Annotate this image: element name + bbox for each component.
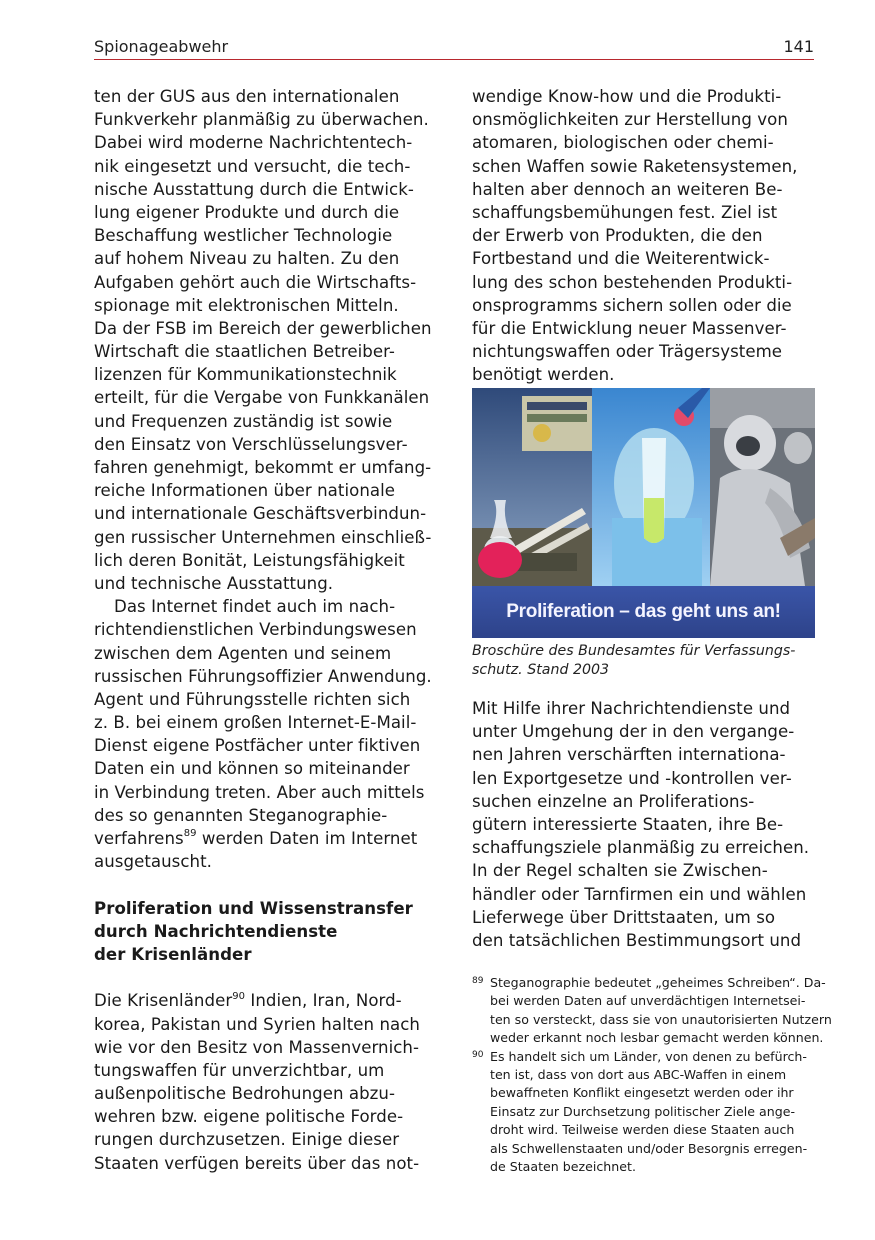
- right-column: [472, 85, 817, 386]
- footnote-90: [472, 1048, 817, 1177]
- text-line: Da der FSB im Bereich der gewerblichen: [94, 318, 432, 338]
- text-line: richtendienstlichen Verbindungswesen: [94, 620, 417, 640]
- text-line: gen russischer Unternehmen einschließ-: [94, 527, 432, 547]
- text-line: den tatsächlichen Bestimmungsort und: [472, 930, 802, 950]
- text-line: z. B. bei einem großen Internet-E-Mail-: [94, 713, 417, 733]
- footnote-line: ten so versteckt, dass sie von unautorisierten Nutzern: [490, 1011, 832, 1027]
- footnote-ref-89[interactable]: 89: [183, 828, 197, 840]
- text-line: Staaten verfügen bereits über das not-: [94, 1153, 420, 1173]
- text-line: In der Regel schalten sie Zwischen-: [472, 861, 768, 881]
- text-line: der Erwerb von Produkten, die den: [472, 226, 763, 246]
- text-line: in Verbindung treten. Aber auch mittels: [94, 782, 425, 802]
- text-line: Dabei wird moderne Nachrichtentech-: [94, 133, 413, 153]
- running-header-section: Spionageabwehr: [94, 37, 229, 56]
- footnote-line: ten ist, dass von dort aus ABC-Waffen in einem: [490, 1066, 787, 1082]
- text-line: Agent und Führungsstelle richten sich: [94, 689, 411, 709]
- hazmat-suit-panel: [710, 388, 815, 586]
- text-line: unter Umgehung der in den vergange-: [472, 722, 795, 742]
- text-line: atomaren, biologischen oder chemi-: [472, 133, 774, 153]
- footnotes: [472, 974, 832, 1176]
- footnote-line: bewaffneten Konflikt eingesetzt werden oder ihr: [490, 1085, 794, 1101]
- text-line: auf hohem Niveau zu halten. Zu den: [94, 249, 400, 269]
- text-line-with-footnote: [94, 827, 444, 850]
- footnote-line: weder erkannt noch lesbar gemacht werden können.: [490, 1030, 824, 1046]
- footnote-line: als Schwellenstaaten und/oder Besorgnis erregen-: [490, 1140, 808, 1156]
- text-line: des so genannten Steganographie-: [94, 805, 388, 825]
- text-line: ausgetauscht.: [94, 852, 212, 872]
- text-line: zwischen dem Agenten und seinem: [94, 643, 392, 663]
- text-line: wendige Know-how und die Produkti-: [472, 87, 782, 106]
- text-line: Daten ein und können so miteinander: [94, 759, 410, 779]
- caption-line: schutz. Stand 2003: [472, 662, 610, 678]
- text-line: Beschaffung westlicher Technologie: [94, 226, 393, 246]
- footnote-line: bei werden Daten auf unverdächtigen Internetsei-: [490, 993, 806, 1009]
- text-line: onsmöglichkeiten zur Herstellung von: [472, 110, 788, 130]
- text-line: len Exportgesetze und -kontrollen ver-: [472, 768, 792, 788]
- text-line: und internationale Geschäftsverbindun-: [94, 504, 427, 524]
- text-line: wie vor den Besitz von Massenvernich-: [94, 1037, 420, 1057]
- text-line: Dienst eigene Postfächer unter fiktiven: [94, 736, 421, 756]
- header-rule: [94, 59, 814, 60]
- text-line: lung eigener Produkte und durch die: [94, 202, 400, 222]
- left-column: [94, 85, 444, 1175]
- text-span: verfahrens: [94, 829, 184, 848]
- text-line: wehren bzw. eigene politische Forde-: [94, 1107, 404, 1127]
- text-line: nische Ausstattung durch die Entwick-: [94, 179, 414, 199]
- heading-line: Proliferation und Wissenstransfer: [94, 898, 413, 918]
- text-line: Mit Hilfe ihrer Nachrichtendienste und: [472, 699, 791, 718]
- text-line: erteilt, für die Vergabe von Funkkanälen: [94, 388, 430, 408]
- text-line: nen Jahren verschärften internationa-: [472, 745, 786, 765]
- brochure-banner-text: Proliferation – das geht uns an!: [472, 586, 815, 638]
- lab-test-tube-panel: [592, 388, 710, 586]
- footnote-line: Einsatz zur Durchsetzung politischer Ziele ange-: [490, 1103, 795, 1119]
- caption-line: Broschüre des Bundesamtes für Verfassungs-: [472, 643, 796, 659]
- missile-launcher-panel: [472, 388, 592, 586]
- figure-caption: [472, 642, 817, 680]
- heading-line: durch Nachrichtendienste: [94, 921, 338, 941]
- footnote-line: droht wird. Teilweise werden diese Staaten auch: [490, 1122, 795, 1138]
- text-line: und technische Ausstattung.: [94, 573, 334, 593]
- paragraph-nachrichtendienste: [472, 697, 817, 952]
- section-heading: [94, 897, 444, 967]
- text-line: schaffungsbemühungen fest. Ziel ist: [472, 202, 778, 222]
- text-line: für die Entwicklung neuer Massenver-: [472, 318, 787, 338]
- footnote-number: 89: [472, 976, 484, 986]
- text-line: Wirtschaft die staatlichen Betreiber-: [94, 342, 395, 362]
- text-line-with-footnote: [94, 989, 444, 1012]
- paragraph-know-how: [472, 85, 817, 386]
- text-line: halten aber dennoch an weiteren Be-: [472, 179, 783, 199]
- footnote-line: Es handelt sich um Länder, von denen zu befürch-: [490, 1048, 807, 1064]
- text-line: lizenzen für Kommunikationstechnik: [94, 365, 397, 385]
- footnote-89: [472, 974, 832, 1048]
- footnote-line: de Staaten bezeichnet.: [490, 1158, 636, 1174]
- text-line: nik eingesetzt und versucht, die tech-: [94, 156, 411, 176]
- text-line: Aufgaben gehört auch die Wirtschafts-: [94, 272, 417, 292]
- text-line: nichtungswaffen oder Trägersysteme: [472, 342, 783, 362]
- text-line: fahren genehmigt, bekommt er umfang-: [94, 458, 432, 477]
- text-line: Das Internet findet auch im nach-: [114, 597, 396, 617]
- text-line: ten der GUS aus den internationalen: [94, 87, 400, 106]
- text-line: lich deren Bonität, Leistungsfähigkeit: [94, 550, 405, 570]
- paragraph-krisenlaender: [94, 989, 444, 1175]
- text-line: und Frequenzen zuständig ist sowie: [94, 411, 393, 431]
- footnote-ref-90[interactable]: 90: [232, 990, 246, 1002]
- text-span: Indien, Iran, Nord-: [245, 991, 402, 1011]
- brochure-cover-image: [472, 388, 815, 638]
- footnote-line: Steganographie bedeutet „geheimes Schreiben“. Da-: [490, 975, 826, 990]
- paragraph-gus-funkverkehr: [94, 85, 444, 595]
- text-line: reiche Informationen über nationale: [94, 481, 396, 501]
- text-line: Funkverkehr planmäßig zu überwachen.: [94, 110, 429, 130]
- text-span: Die Krisenländer: [94, 991, 233, 1011]
- heading-line: der Krisenländer: [94, 944, 252, 964]
- text-line: tungswaffen für unverzichtbar, um: [94, 1060, 385, 1080]
- paragraph-internet: [94, 595, 444, 873]
- text-line: gütern interessierte Staaten, ihre Be-: [472, 814, 784, 834]
- text-line: schaffungsziele planmäßig zu erreichen.: [472, 838, 810, 858]
- text-line: rungen durchzusetzen. Einige dieser: [94, 1130, 400, 1150]
- text-line: Lieferwege über Drittstaaten, um so: [472, 907, 776, 927]
- text-line: benötigt werden.: [472, 365, 615, 385]
- text-span: werden Daten im Internet: [196, 829, 418, 848]
- right-column-lower: [472, 697, 817, 952]
- footnote-number: 90: [472, 1049, 484, 1060]
- text-line: suchen einzelne an Proliferations-: [472, 791, 755, 811]
- text-line: korea, Pakistan und Syrien halten nach: [94, 1014, 420, 1034]
- text-line: außenpolitische Bedrohungen abzu-: [94, 1084, 396, 1104]
- text-line: spionage mit elektronischen Mitteln.: [94, 295, 399, 315]
- page-number: 141: [783, 37, 814, 56]
- text-line: russischen Führungsoffizier Anwendung.: [94, 666, 432, 686]
- text-line: schen Waffen sowie Raketensystemen,: [472, 156, 798, 176]
- text-line: onsprogramms sichern sollen oder die: [472, 295, 792, 315]
- text-line: lung des schon bestehenden Produkti-: [472, 272, 793, 292]
- text-line: Fortbestand und die Weiterentwick-: [472, 249, 770, 269]
- text-line: den Einsatz von Verschlüsselungsver-: [94, 434, 408, 454]
- text-line: händler oder Tarnfirmen ein und wählen: [472, 884, 807, 904]
